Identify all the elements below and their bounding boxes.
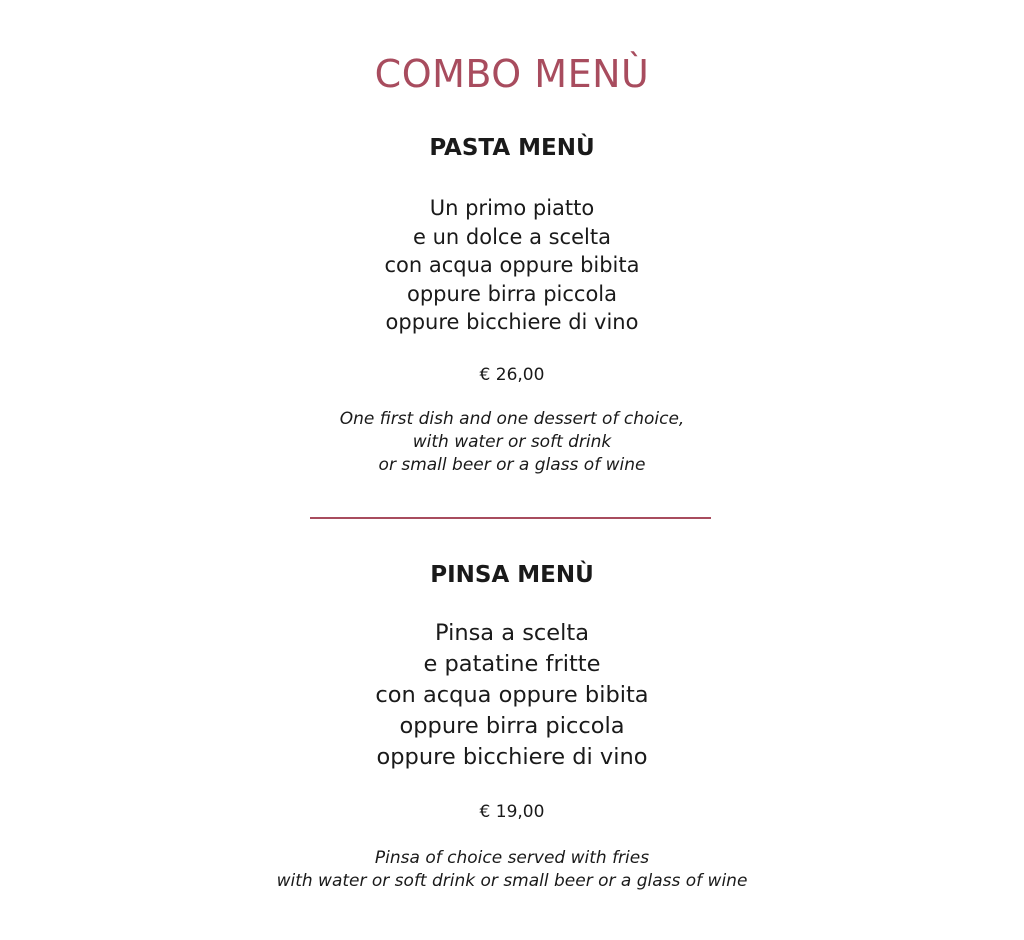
description-line: Pinsa a scelta <box>435 620 589 646</box>
pinsa-menu-price: € 19,00 <box>479 802 545 822</box>
page-title: COMBO MENÙ <box>374 52 650 96</box>
description-line: oppure birra piccola <box>399 713 625 739</box>
pinsa-menu-heading: PINSA MENÙ <box>430 562 594 588</box>
description-line-en: with water or soft drink <box>412 432 612 452</box>
description-line: con acqua oppure bibita <box>375 682 649 708</box>
description-line-en: One first dish and one dessert of choice, <box>339 409 685 429</box>
pinsa-menu-description-en <box>0 847 1024 893</box>
description-line: e patatine fritte <box>423 651 601 677</box>
pasta-menu-heading: PASTA MENÙ <box>429 135 595 161</box>
description-line: Un primo piatto <box>429 196 595 220</box>
description-line-en: or small beer or a glass of wine <box>378 455 646 475</box>
section-divider <box>310 517 711 519</box>
description-line: con acqua oppure bibita <box>384 253 640 277</box>
description-line: oppure birra piccola <box>407 281 617 306</box>
description-line: oppure bicchiere di vino <box>385 310 639 334</box>
pasta-menu-description-en <box>0 408 1024 477</box>
description-line-en: with water or soft drink or small beer or a glass of wine <box>276 871 748 891</box>
description-line: oppure bicchiere di vino <box>376 744 648 770</box>
description-line-en: Pinsa of choice served with fries <box>374 848 650 868</box>
pasta-menu-description-it <box>0 194 1024 337</box>
description-line: e un dolce a scelta <box>413 224 611 249</box>
pasta-menu-price: € 26,00 <box>479 365 545 385</box>
pinsa-menu-description-it <box>0 618 1024 773</box>
